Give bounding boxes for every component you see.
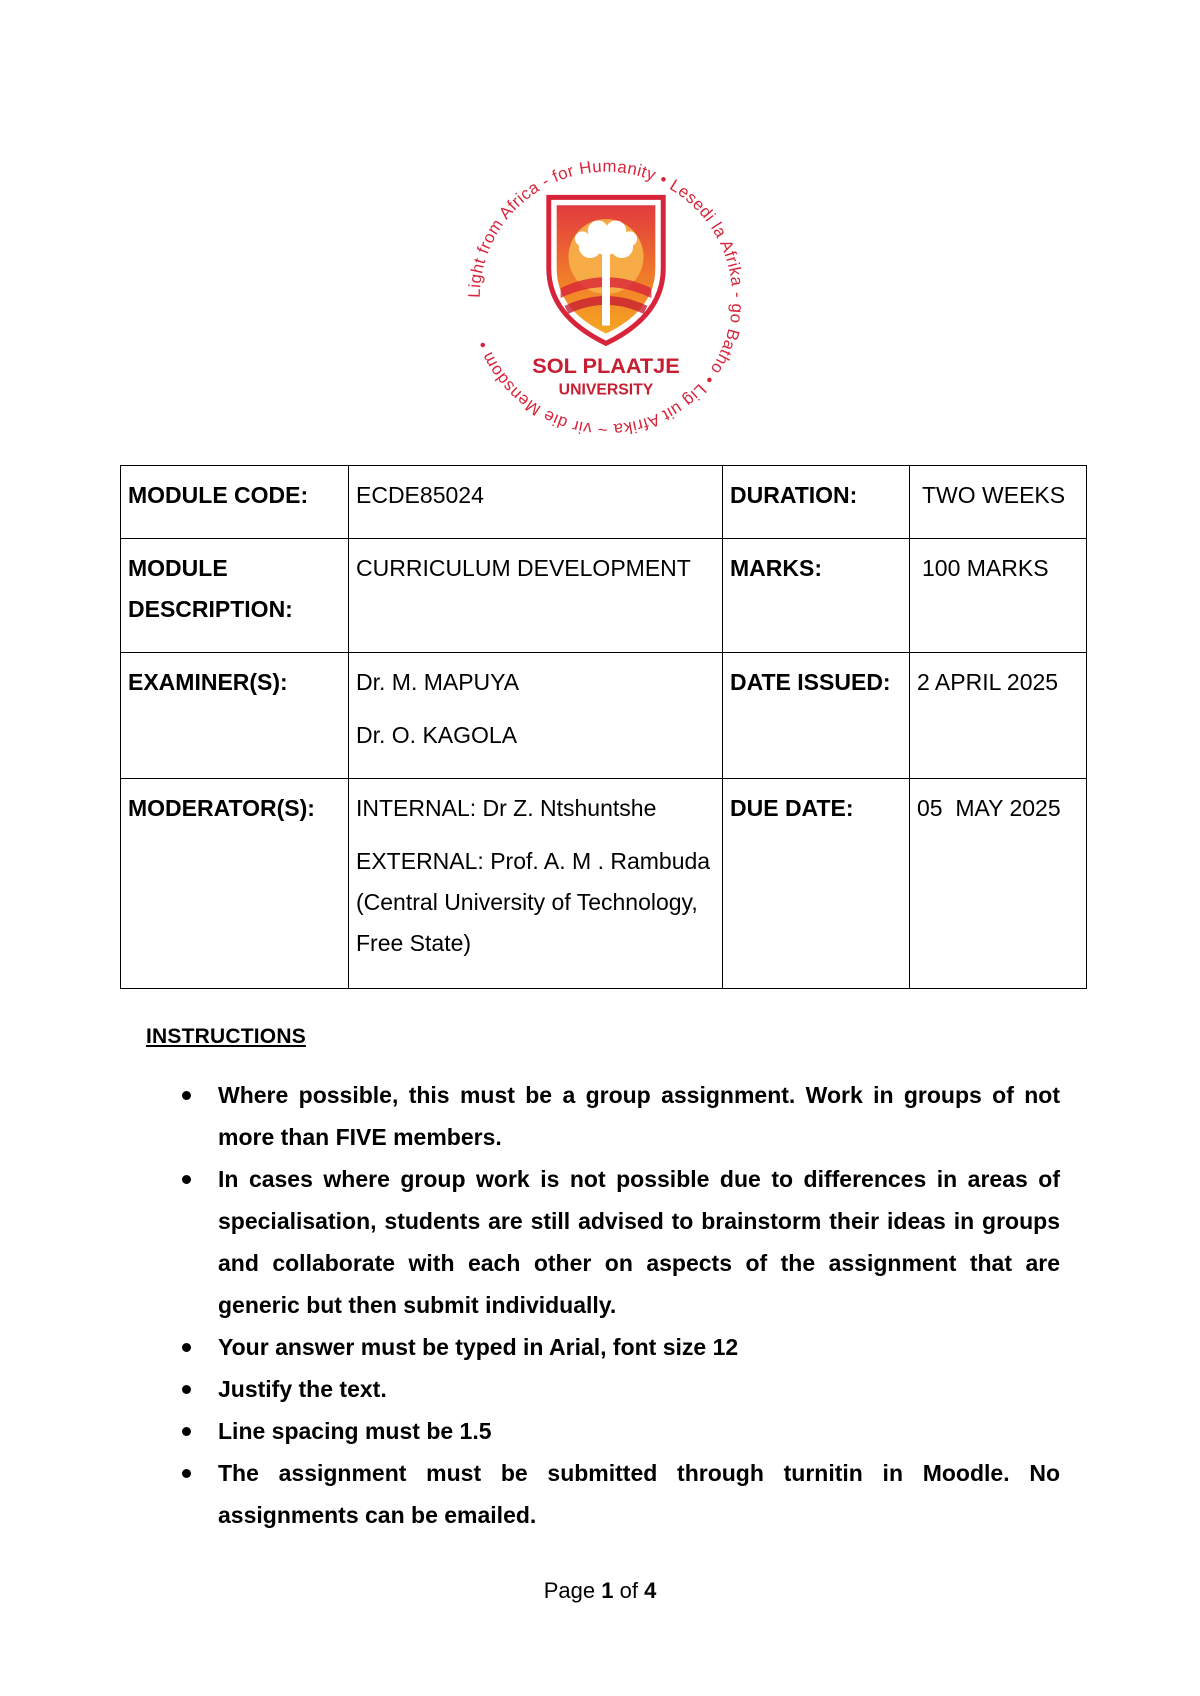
marks-value: 100 MARKS <box>910 539 1087 653</box>
seal-ring-text: Light from Africa - for Humanity • Lesedi la Afrika - go Batho • Lig uit Afrika ~ vir die Mensdom • <box>464 156 748 440</box>
date-issued-value: 2 APRIL 2025 <box>910 653 1087 779</box>
bullet-icon <box>182 1343 191 1352</box>
module-code-label: MODULE CODE: <box>121 466 349 539</box>
page-number-footer <box>0 1578 1200 1604</box>
moderators-value <box>349 779 723 989</box>
of-label: of <box>619 1578 638 1603</box>
list-item: The assignment must be submitted through turnitin in Moodle. No assignments can be emailed. <box>178 1452 1060 1536</box>
bullet-icon <box>182 1427 191 1436</box>
page-label: Page <box>543 1578 596 1603</box>
marks-label: MARKS: <box>723 539 910 653</box>
total-page-count: 4 <box>644 1578 657 1603</box>
list-item: Where possible, this must be a group assignment. Work in groups of not more than FIVE members. <box>178 1074 1060 1158</box>
module-code-value: ECDE85024 <box>349 466 723 539</box>
bullet-icon <box>182 1469 191 1478</box>
duration-value: TWO WEEKS <box>910 466 1087 539</box>
instructions-heading: INSTRUCTIONS <box>146 1025 306 1048</box>
university-name-line1: SOL PLAATJE <box>532 352 680 378</box>
list-item: Justify the text. <box>178 1368 1060 1410</box>
bullet-icon <box>182 1091 191 1100</box>
table-row <box>121 539 1087 653</box>
list-item: In cases where group work is not possible due to differences in areas of specialisation, students are still advised to brainstorm their ideas in groups and collaborate with each other on aspects of the assignment that are generic but then submit individually. <box>178 1158 1060 1326</box>
external-moderator: EXTERNAL: Prof. A. M . Rambuda (Central University of Technology, Free State) <box>356 848 711 956</box>
date-issued-label: DATE ISSUED: <box>723 653 910 779</box>
bullet-icon <box>182 1385 191 1394</box>
table-row <box>121 466 1087 539</box>
module-description-label: MODULE DESCRIPTION: <box>121 539 349 653</box>
current-page-number: 1 <box>601 1578 614 1603</box>
table-row <box>121 779 1087 989</box>
due-date-label: DUE DATE: <box>723 779 910 989</box>
examiner-name: Dr. M. MAPUYA <box>356 669 520 695</box>
list-item: Line spacing must be 1.5 <box>178 1410 1060 1452</box>
duration-label: DURATION: <box>723 466 910 539</box>
list-item: Your answer must be typed in Arial, font size 12 <box>178 1326 1060 1368</box>
table-row <box>121 653 1087 779</box>
internal-moderator: INTERNAL: Dr Z. Ntshuntshe <box>356 795 657 821</box>
module-description-value: CURRICULUM DEVELOPMENT <box>349 539 723 653</box>
university-seal-logo <box>458 150 754 446</box>
instructions-list <box>178 1074 1060 1536</box>
examiners-label: EXAMINER(S): <box>121 653 349 779</box>
bullet-icon <box>182 1175 191 1184</box>
examiner-name: Dr. O. KAGOLA <box>356 722 518 748</box>
examiners-value <box>349 653 723 779</box>
university-name-line2: UNIVERSITY <box>558 381 654 399</box>
module-info-table <box>120 465 1087 989</box>
due-date-value: 05 MAY 2025 <box>910 779 1087 989</box>
moderators-label: MODERATOR(S): <box>121 779 349 989</box>
